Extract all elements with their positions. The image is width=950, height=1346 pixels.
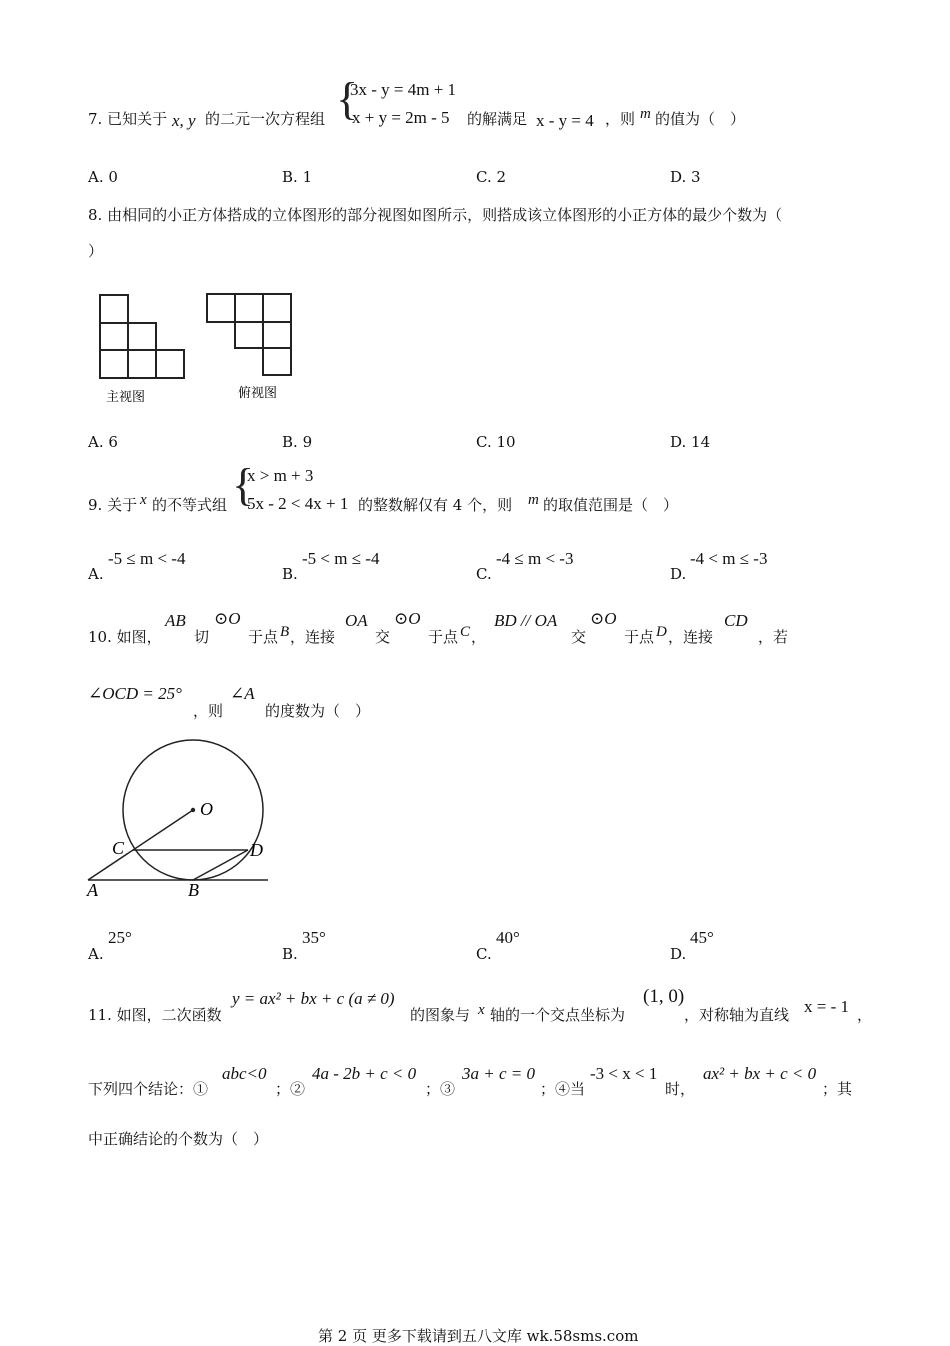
q11-mid2: 轴的一个交点坐标为 (490, 1006, 626, 1024)
q11-c3: 3a + c = 0 (462, 1064, 535, 1083)
label-d: D (250, 840, 263, 860)
q11-c4: -3 < x < 1 (590, 1064, 658, 1083)
q7-eq1: 3x - y = 4m + 1 (350, 80, 457, 99)
q9-option-d-value: -4 < m ≤ -3 (690, 549, 768, 568)
q11-line3: 中正确结论的个数为（ ） (88, 1130, 269, 1148)
q10-ze: ，则 (193, 702, 224, 720)
q10-circ-o2: ⊙O (394, 609, 421, 628)
q10-circ-o3: ⊙O (590, 609, 617, 628)
option-label: B. (282, 433, 303, 451)
q10-option-c-label[interactable]: C. (476, 945, 492, 963)
q9-option-a-label[interactable]: A. (88, 565, 104, 583)
q11-point: (1, 0) (643, 986, 685, 1007)
q11-line2-prefix: 下列四个结论：① (88, 1080, 209, 1098)
q8-line2: ） (88, 242, 104, 260)
q9-m: m (528, 492, 539, 508)
q7-eq2: x + y = 2m - 5 (352, 108, 450, 127)
q10-prefix: 10. 如图， (88, 628, 162, 646)
q10-lianjie: ，连接 (290, 628, 336, 646)
q10-yudian-d: 于点 (624, 628, 655, 646)
line-bd (193, 850, 248, 880)
q10-d: D (656, 624, 667, 640)
option-value: 6 (108, 433, 118, 451)
page-footer: 第 2 页 更多下载请到五八文库 wk.58sms.com (318, 1327, 639, 1345)
q9-option-b-value: -5 < m ≤ -4 (302, 549, 380, 568)
option-value: 9 (302, 433, 313, 451)
q7-option-b[interactable] (282, 168, 312, 186)
q7-option-a[interactable] (88, 168, 118, 186)
q10-comma: ， (471, 628, 487, 646)
option-value: 14 (691, 433, 711, 451)
q11-sep4: ；其 (822, 1080, 853, 1098)
q7-option-c[interactable] (476, 168, 506, 186)
q10-option-d-label[interactable]: D. (670, 945, 687, 963)
label-c: C (112, 838, 125, 858)
q10-oa: OA (345, 611, 368, 630)
q7-suffix2: 的值为（ ） (655, 110, 746, 128)
q8-line1: 8. 由相同的小正方体搭成的立体图形的部分视图如图所示，则搭成该立体图形的小正方体的最少个数为（ (88, 206, 783, 224)
q10-cd: CD (724, 611, 748, 630)
q11-sep1: ；② (275, 1080, 306, 1098)
top-view-label: 俯视图 (238, 385, 278, 400)
q11-mid3: ，对称轴为直线 (684, 1006, 790, 1024)
q11-sep3: ；④当 (540, 1080, 586, 1098)
q11-mid1: 的图象与 (410, 1006, 471, 1024)
q8-views-figure (92, 288, 302, 408)
q7-option-d[interactable] (670, 168, 701, 186)
q11-x: x (478, 1002, 485, 1018)
q9-suffix: 的整数解仅有 4 个，则 (358, 496, 513, 514)
option-value: 1 (302, 168, 313, 186)
q9-middle: 的不等式组 (152, 496, 228, 514)
option-value: 0 (108, 168, 118, 186)
q9-x: x (140, 492, 147, 508)
q10-yudian-b: 于点 (248, 628, 279, 646)
q8-option-c[interactable] (476, 433, 516, 451)
q9-option-d-label[interactable]: D. (670, 565, 687, 583)
q10-yudian-c: 于点 (428, 628, 459, 646)
q11-c4b: ax² + bx + c < 0 (703, 1064, 817, 1083)
q10-circle-figure (80, 735, 280, 905)
front-view (100, 295, 184, 378)
option-label: C. (476, 433, 497, 451)
q10-bd-oa: BD // OA (494, 611, 558, 630)
q11-axis: x = - 1 (804, 997, 849, 1016)
q10-option-c-value: 40° (496, 928, 520, 947)
center-point (191, 808, 195, 812)
q11-c2: 4a - 2b + c < 0 (312, 1064, 417, 1083)
q10-ab: AB (165, 611, 186, 630)
q10-circ-o: ⊙O (214, 609, 241, 628)
q9-ineq2: 5x - 2 < 4x + 1 (247, 494, 349, 513)
option-label: D. (670, 433, 692, 451)
option-value: 2 (496, 168, 507, 186)
q8-option-d[interactable] (670, 433, 710, 451)
q7-middle: 的二元一次方程组 (205, 110, 326, 128)
q11-prefix: 11. 如图，二次函数 (88, 1006, 222, 1024)
q7-prefix: 7. 已知关于 (88, 110, 168, 128)
q9-option-b-label[interactable]: B. (282, 565, 298, 583)
q10-suffix: 的度数为（ ） (265, 702, 371, 720)
q7-condition: x - y = 4 (536, 111, 594, 130)
q11-c1: abc<0 (222, 1064, 267, 1083)
q10-option-d-value: 45° (690, 928, 714, 947)
option-label: C. (476, 168, 497, 186)
option-label: D. (670, 168, 692, 186)
q7-solution-text: 的解满足 (467, 110, 528, 128)
q7-suffix: ，则 (605, 110, 636, 128)
q10-angle-a: ∠A (230, 684, 255, 703)
label-o: O (200, 799, 213, 819)
top-view (207, 294, 291, 375)
q7-vars: x, y (172, 111, 196, 130)
q7-m: m (640, 106, 651, 122)
option-label: B. (282, 168, 303, 186)
q8-option-a[interactable] (88, 433, 118, 451)
q11-func: y = ax² + bx + c (a ≠ 0) (232, 989, 395, 1008)
q10-angle: ∠OCD = 25° (88, 684, 182, 703)
q10-option-b-label[interactable]: B. (282, 945, 298, 963)
q10-b: B (280, 624, 290, 640)
option-value: 3 (691, 168, 701, 186)
q10-c: C (460, 624, 471, 640)
q10-qie: 切 (194, 628, 210, 646)
q10-option-b-value: 35° (302, 928, 326, 947)
q10-jiao: 交 (375, 628, 391, 646)
q10-option-a-label[interactable]: A. (88, 945, 104, 963)
label-b: B (188, 880, 199, 900)
option-label: A. (88, 433, 109, 451)
q11-shi: 时， (665, 1080, 696, 1098)
label-a: A (87, 880, 98, 900)
q10-ruo: ，若 (758, 628, 789, 646)
q11-sep2: ；③ (425, 1080, 456, 1098)
option-label: A. (88, 168, 109, 186)
q10-lianjie2: ，连接 (668, 628, 714, 646)
q9-option-a-value: -5 ≤ m < -4 (108, 549, 186, 568)
q8-option-b[interactable] (282, 433, 312, 451)
q9-prefix: 9. 关于 (88, 496, 138, 514)
option-value: 10 (496, 433, 516, 451)
q9-option-c-label[interactable]: C. (476, 565, 492, 583)
q10-jiao2: 交 (571, 628, 587, 646)
q9-ineq1: x > m + 3 (247, 466, 314, 485)
q11-end1: ， (857, 1006, 873, 1024)
q9-option-c-value: -4 ≤ m < -3 (496, 549, 574, 568)
front-view-label: 主视图 (106, 389, 146, 404)
q9-brace: { (232, 459, 255, 510)
line-oa (88, 810, 193, 880)
q7-brace: { (336, 73, 359, 124)
q9-suffix2: 的取值范围是（ ） (543, 496, 679, 514)
q10-option-a-value: 25° (108, 928, 132, 947)
